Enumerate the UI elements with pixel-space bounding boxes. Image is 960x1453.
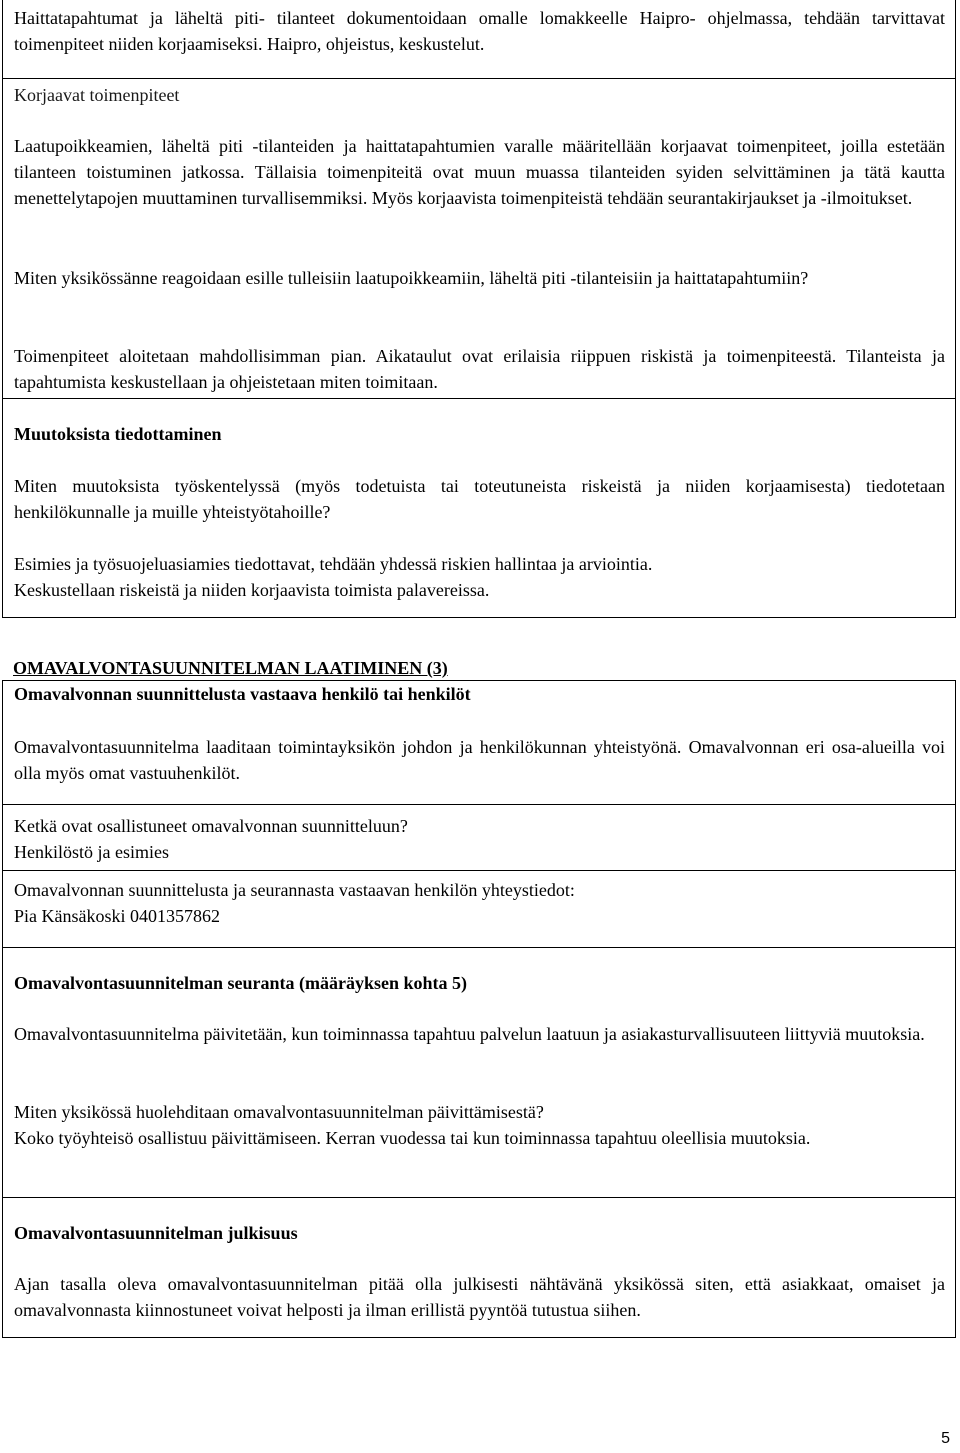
publicity-description: Ajan tasalla oleva omavalvontasuunnitelman pitää olla julkisesti nähtävänä yksikössä siten, että asiakkaat, omaiset ja omavalvonnasta kiinnostuneet voivat helposti ja ilman erillistä pyyntöä tutustua siihen. (14, 1274, 945, 1320)
corrective-cell (3, 79, 955, 399)
informing-cell (3, 399, 955, 619)
monitoring-answer: Koko työyhteisö osallistuu päivittämiseen. Kerran vuodessa tai kun toiminnassa tapahtuu oleellisia muutoksia. (14, 1128, 811, 1148)
monitoring-question: Miten yksikössä huolehditaan omavalvontasuunnitelman päivittämisestä? (14, 1102, 544, 1122)
informing-answer-2: Keskustellaan riskeistä ja niiden korjaavista toimista palavereissa. (14, 580, 490, 600)
contact-question: Omavalvonnan suunnittelusta ja seurannasta vastaavan henkilön yhteystiedot: (14, 880, 575, 900)
corrective-answer: Toimenpiteet aloitetaan mahdollisimman pian. Aikataulut ovat erilaisia riippuen riskistä ja toimenpiteestä. Tilanteista ja tapahtumista keskustellaan ja ohjeistetaan miten toimitaan. (14, 346, 945, 392)
monitoring-heading: Omavalvontasuunnitelman seuranta (määräyksen kohta 5) (14, 973, 468, 993)
participants-answer: Henkilöstö ja esimies (14, 842, 169, 862)
monitoring-cell (3, 948, 955, 1198)
responsible-cell (3, 681, 955, 805)
publicity-cell (3, 1198, 955, 1339)
informing-heading: Muutoksista tiedottaminen (14, 424, 222, 444)
plan-preparation-box (2, 680, 956, 1338)
informing-answer-1: Esimies ja työsuojeluasiamies tiedottavat, tehdään yhdessä riskien hallintaa ja arviointia. (14, 554, 653, 574)
page-number: 5 (941, 1430, 950, 1447)
monitoring-description: Omavalvontasuunnitelma päivitetään, kun toiminnassa tapahtuu palvelun laatuun ja asiakasturvallisuuteen liittyviä muutoksia. (14, 1024, 925, 1044)
publicity-heading: Omavalvontasuunnitelman julkisuus (14, 1223, 298, 1243)
contact-cell (3, 871, 955, 948)
corrective-heading: Korjaavat toimenpiteet (14, 85, 180, 105)
corrective-description: Laatupoikkeamien, läheltä piti -tilanteiden ja haittatapahtumien varalle määritellään korjaavat toimenpiteet, joilla estetään tilanteen toistuminen jatkossa. Tällaisia toimenpiteitä ovat muun muassa tilanteiden syiden selvittäminen ja tätä kautta menettelytapojen muuttaminen turvallisemmiksi. Myös korjaavista toimenpiteistä tehdään seurantakirjaukset ja -ilmoitukset. (14, 136, 945, 208)
participants-cell (3, 805, 955, 871)
corrective-question: Miten yksikössänne reagoidaan esille tulleisiin laatupoikkeamiin, läheltä piti -tilanteisiin ja haittatapahtumiin? (14, 268, 809, 288)
contact-answer: Pia Känsäkoski 0401357862 (14, 906, 220, 926)
section-title: OMAVALVONTASUUNNITELMAN LAATIMINEN (3) (13, 658, 448, 678)
incident-handling-box (2, 0, 956, 618)
participants-question: Ketkä ovat osallistuneet omavalvonnan suunnitteluun? (14, 816, 408, 836)
responsible-heading: Omavalvonnan suunnittelusta vastaava henkilö tai henkilöt (14, 684, 471, 704)
intro-text: Haittatapahtumat ja läheltä piti- tilanteet dokumentoidaan omalle lomakkeelle Haipro- ohjelmassa, tehdään tarvittavat toimenpiteet niiden korjaamiseksi. Haipro, ohjeistus, keskustelut. (14, 8, 945, 54)
informing-question: Miten muutoksista työskentelyssä (myös todetuista tai toteutuneista riskeistä ja niiden korjaamisesta) tiedotetaan henkilökunnalle ja muille yhteistyötahoille? (14, 476, 945, 522)
responsible-description: Omavalvontasuunnitelma laaditaan toimintayksikön johdon ja henkilökunnan yhteistyönä. Omavalvonnan eri osa-alueilla voi olla myös omat vastuuhenkilöt. (14, 737, 945, 783)
intro-cell (3, 0, 955, 79)
